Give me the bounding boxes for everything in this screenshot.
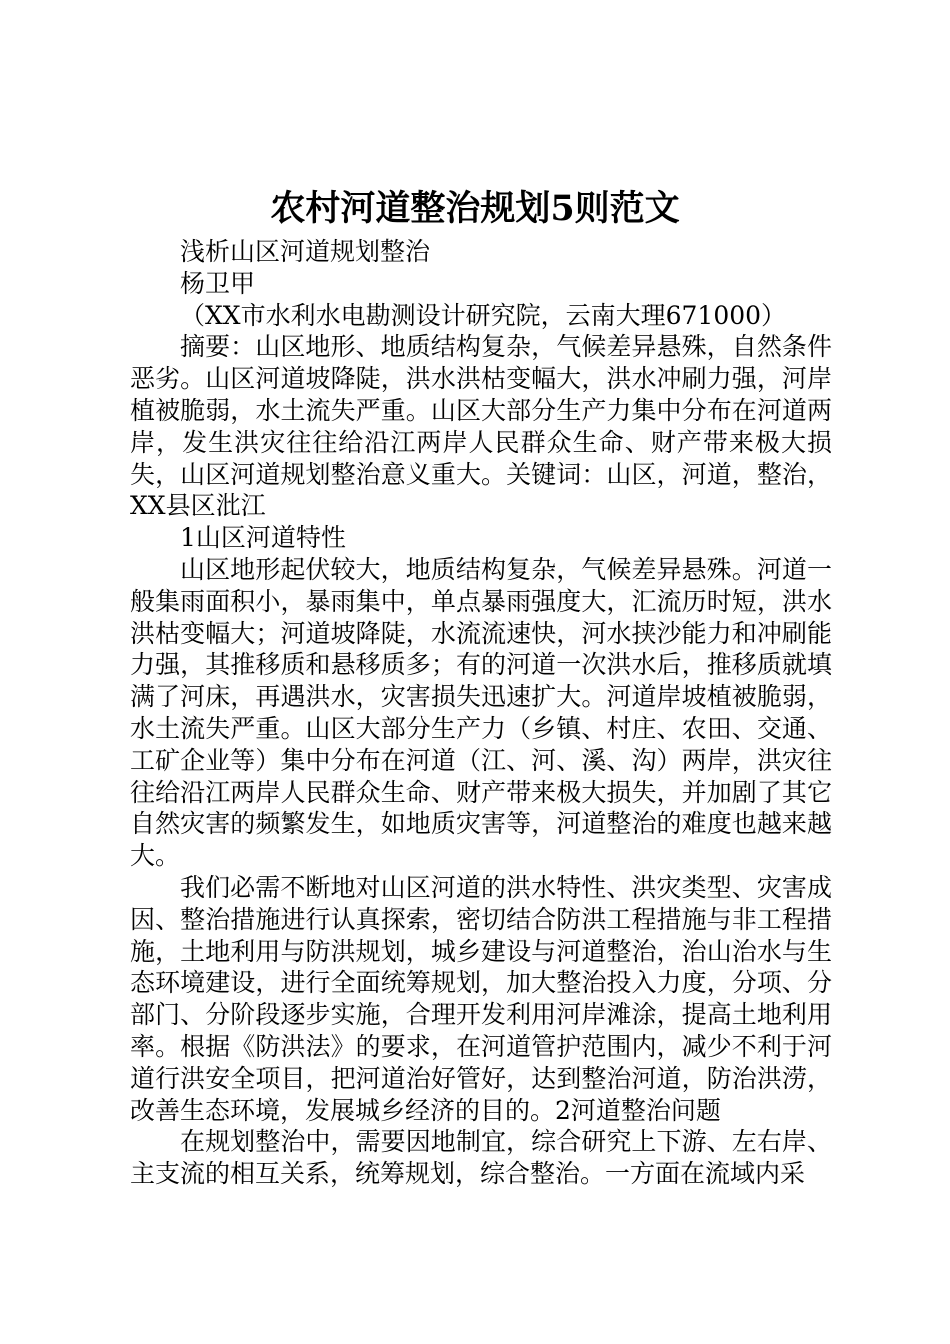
abstract-paragraph: 摘要：山区地形、地质结构复杂，气候差异悬殊，自然条件恶劣。山区河道坡降陡，洪水洪枯变幅大，洪水冲刷力强，河岸植被脆弱，水土流失严重。山区大部分生产力集中分布在河道两岸，发生洪灾往往给沿江两岸人民群众生命、财产带来极大损失，山区河道规划整治意义重大。关键词：山区，河道，整治，XX县区沘江 xyxy=(130,332,832,521)
body-paragraph: 在规划整治中，需要因地制宜，综合研究上下游、左右岸、主支流的相互关系，统筹规划，综合整治。一方面在流域内采 xyxy=(130,1127,832,1189)
section-heading-1: 1山区河道特性 xyxy=(180,523,346,553)
author-paragraph: 杨卫甲 xyxy=(180,268,256,298)
affiliation-paragraph: （XX市水利水电勘测设计研究院，云南大理671000） xyxy=(180,300,787,330)
document-title: 农村河道整治规划5则范文 xyxy=(270,188,680,229)
document-body xyxy=(130,236,832,1190)
body-paragraph: 山区地形起伏较大，地质结构复杂，气候差异悬殊。河道一般集雨面积小，暴雨集中，单点暴雨强度大，汇流历时短，洪水洪枯变幅大；河道坡降陡，水流流速快，河水挟沙能力和冲刷能力强，其推移质和悬移质多；有的河道一次洪水后，推移质就填满了河床，再遇洪水，灾害损失迅速扩大。河道岸坡植被脆弱，水土流失严重。山区大部分生产力（乡镇、村庄、农田、交通、工矿企业等）集中分布在河道（江、河、溪、沟）两岸，洪灾往往给沿江两岸人民群众生命、财产带来极大损失，并加剧了其它自然灾害的频繁发生，如地质灾害等，河道整治的难度也越来越大。 xyxy=(130,554,832,871)
article-title-paragraph: 浅析山区河道规划整治 xyxy=(180,237,431,266)
body-paragraph: 我们必需不断地对山区河道的洪水特性、洪灾类型、灾害成因、整治措施进行认真探索，密切结合防洪工程措施与非工程措施，土地利用与防洪规划，城乡建设与河道整治，治山治水与生态环境建设，进行全面统筹规划，加大整治投入力度，分项、分部门、分阶段逐步实施，合理开发利用河岸滩涂，提高土地利用率。根据《防洪法》的要求，在河道管护范围内，减少不利于河道行洪安全项目，把河道治好管好，达到整治河道，防治洪涝，改善生态环境，发展城乡经济的目的。2河道整治问题 xyxy=(130,872,832,1125)
